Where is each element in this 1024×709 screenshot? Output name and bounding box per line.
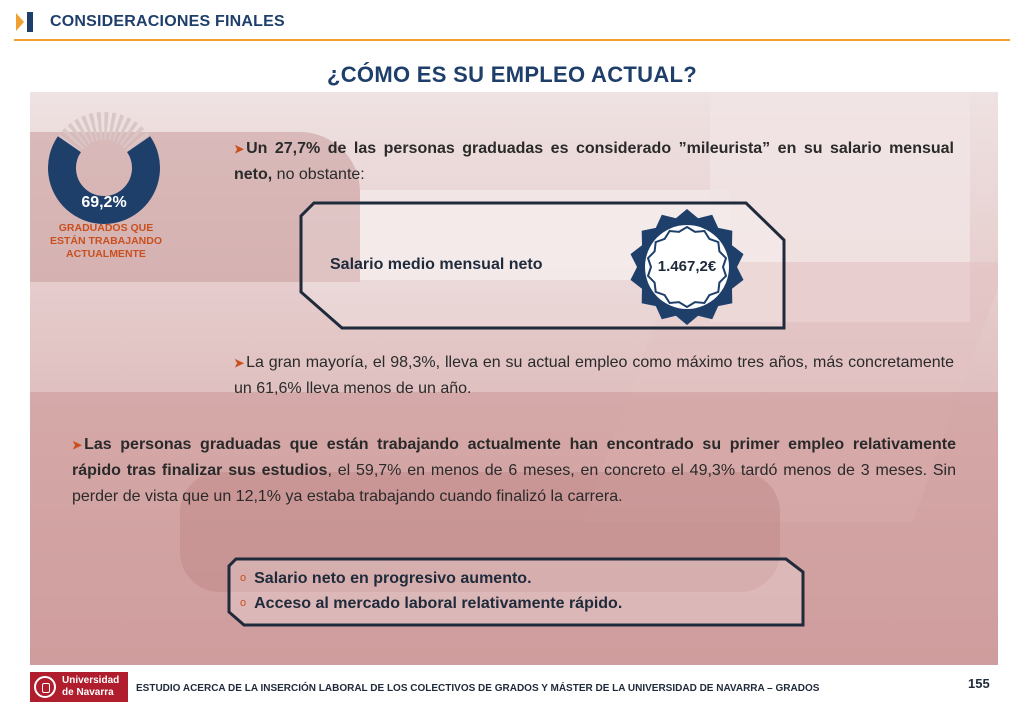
paragraph-job-tenure [234,350,954,402]
header-divider [14,39,1010,41]
page-number: 155 [968,676,990,691]
footer-study-title: ESTUDIO ACERCA DE LA INSERCIÓN LABORAL DE LOS COLECTIVOS DE GRADOS Y MÁSTER DE LA UNIVERSIDAD DE NAVARRA – GRADOS [136,683,820,694]
donut-caption-line-1: GRADUADOS QUE [58,222,154,234]
paragraph-normal-text: , el 59,7% en menos de 6 meses, en concreto el 49,3% tardó menos de 3 meses. Sin perder de vista que un 12,1% ya estaba trabajando cuando finalizó la carrera. [72,462,956,505]
paragraph-normal-text: no obstante: [272,166,365,183]
conclusion-item-1 [240,570,532,588]
paragraph-normal-text: La gran mayoría, el 98,3%, lleva en su actual empleo como máximo tres años, más concretamente un 61,6% lleva menos de un año. [234,354,954,397]
donut-caption [48,222,164,261]
circle-bullet-icon: o [240,572,247,584]
arrow-bullet-icon: ➤ [234,142,245,156]
arrow-bullet-icon: ➤ [72,438,83,452]
conclusion-text: Acceso al mercado laboral relativamente rápido. [254,595,623,612]
university-name-line-2: de Navarra [62,687,114,698]
chevron-logo-icon [16,10,38,34]
paragraph-first-job [72,432,956,510]
salary-value: 1.467,2€ [657,258,717,275]
university-logo [30,672,128,702]
paragraph-bold-text: Un 27,7% de las personas graduadas es considerado ”mileurista” en su salario mensual neto, [234,140,954,183]
donut-caption-line-3: ACTUALMENTE [66,248,146,260]
salary-label: Salario medio mensual neto [330,256,543,273]
university-name-line-1: Universidad [62,675,120,686]
circle-bullet-icon: o [240,597,247,609]
employment-donut [48,112,168,272]
page-header [0,0,1024,44]
paragraph-bold-text: Las personas graduadas que están trabajando actualmente han encontrado su primer empleo relativamente rápido tras finalizar sus estudios [72,436,956,479]
page-title: ¿CÓMO ES SU EMPLEO ACTUAL? [327,62,697,87]
arrow-bullet-icon: ➤ [234,356,245,370]
donut-caption-line-2: ESTÁN TRABAJANDO [49,235,162,247]
section-title: CONSIDERACIONES FINALES [50,13,285,30]
paragraph-mileurista [234,136,954,188]
donut-value: 69,2% [81,194,127,211]
conclusion-text: Salario neto en progresivo aumento. [254,570,532,587]
university-name [62,675,119,699]
conclusion-item-2 [240,595,622,613]
conclusions-box [226,556,806,628]
university-seal-icon [34,676,56,698]
